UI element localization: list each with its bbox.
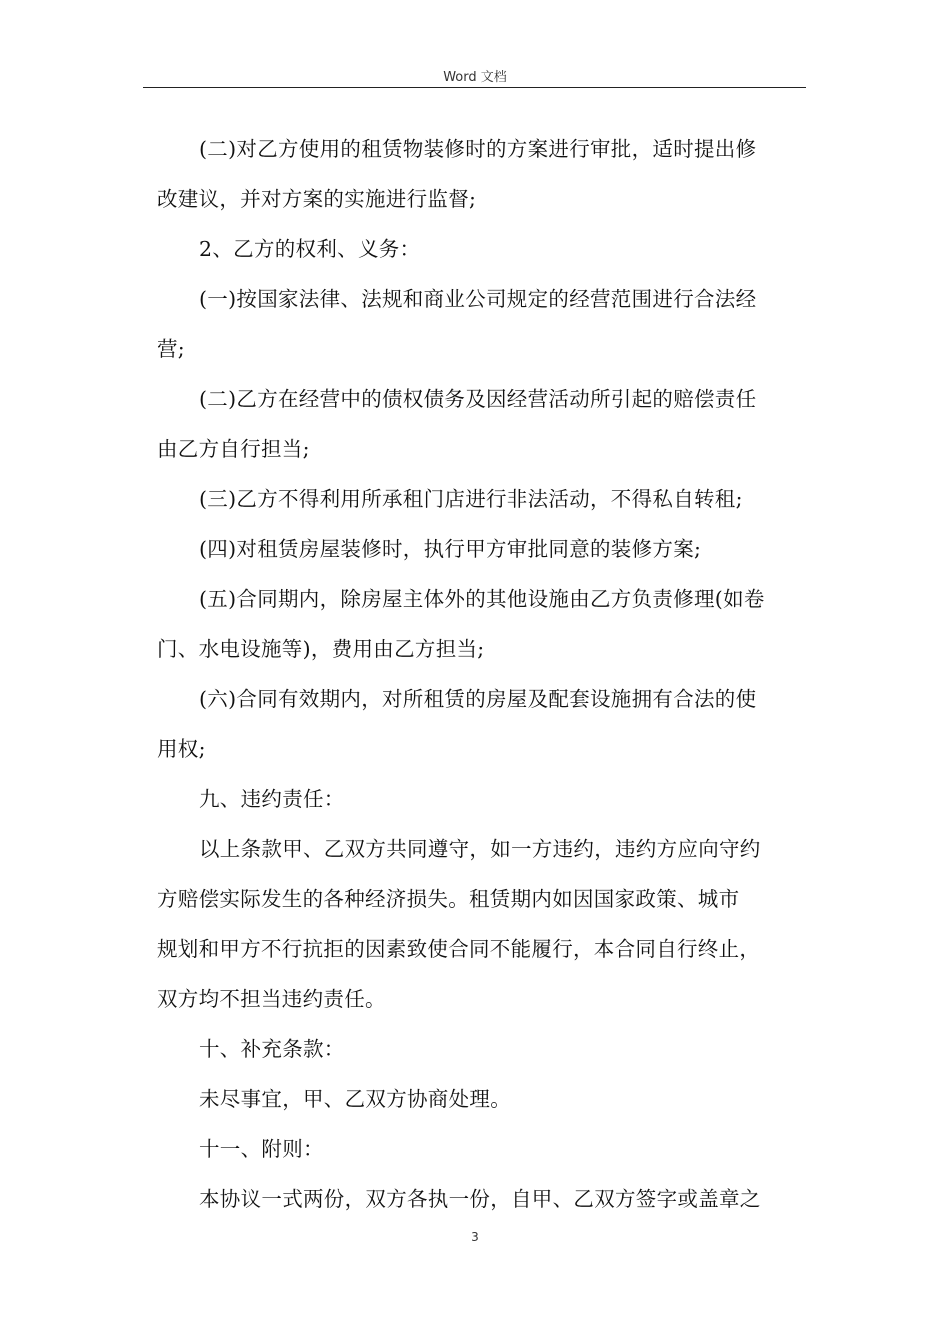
text-line: 双方均不担当违约责任。	[157, 987, 386, 1011]
paragraph	[178, 524, 810, 574]
paragraph	[178, 474, 810, 524]
text-line: (一)按国家法律、法规和商业公司规定的经营范围进行合法经	[199, 287, 757, 311]
paragraph	[157, 124, 810, 224]
paragraph	[178, 1074, 810, 1124]
text-line: (二)乙方在经营中的债权债务及因经营活动所引起的赔偿责任	[199, 387, 757, 411]
paragraph	[157, 674, 810, 774]
text-line: 未尽事宜，甲、乙双方协商处理。	[199, 1087, 511, 1111]
text-line: 由乙方自行担当;	[157, 437, 310, 461]
text-line: 改建议，并对方案的实施进行监督;	[157, 187, 477, 211]
text-line: (六)合同有效期内，对所租赁的房屋及配套设施拥有合法的使	[199, 687, 757, 711]
page-number: 3	[471, 1230, 479, 1244]
text-line: 本协议一式两份，双方各执一份，自甲、乙双方签字或盖章之	[199, 1187, 761, 1211]
text-line: 门、水电设施等)，费用由乙方担当;	[157, 637, 485, 661]
paragraph	[178, 774, 810, 824]
text-line: (二)对乙方使用的租赁物装修时的方案进行审批，适时提出修	[199, 137, 757, 161]
document-body	[157, 124, 810, 1224]
text-line: (五)合同期内，除房屋主体外的其他设施由乙方负责修理(如卷	[199, 587, 765, 611]
text-line: 以上条款甲、乙双方共同遵守，如一方违约，违约方应向守约	[199, 837, 761, 861]
paragraph	[178, 1124, 810, 1174]
text-line: (四)对租赁房屋装修时，执行甲方审批同意的装修方案;	[199, 537, 702, 561]
text-line: 2、乙方的权利、义务：	[199, 237, 421, 261]
paragraph	[157, 824, 810, 1024]
text-line: 十一、附则：	[199, 1137, 324, 1161]
paragraph	[157, 374, 810, 474]
text-line: 营;	[157, 337, 186, 361]
text-line: 规划和甲方不行抗拒的因素致使合同不能履行，本合同自行终止，	[157, 937, 761, 961]
text-line: 用权;	[157, 737, 206, 761]
paragraph	[178, 224, 810, 274]
header-title: Word 文档	[443, 70, 507, 85]
paragraph	[178, 1174, 810, 1224]
header-divider	[143, 87, 806, 88]
paragraph	[157, 274, 810, 374]
paragraph	[157, 574, 810, 674]
paragraph	[178, 1024, 810, 1074]
text-line: 十、补充条款：	[199, 1037, 345, 1061]
text-line: 方赔偿实际发生的各种经济损失。租赁期内如因国家政策、城市	[157, 887, 740, 911]
text-line: 九、违约责任：	[199, 787, 345, 811]
text-line: (三)乙方不得利用所承租门店进行非法活动，不得私自转租;	[199, 487, 743, 511]
